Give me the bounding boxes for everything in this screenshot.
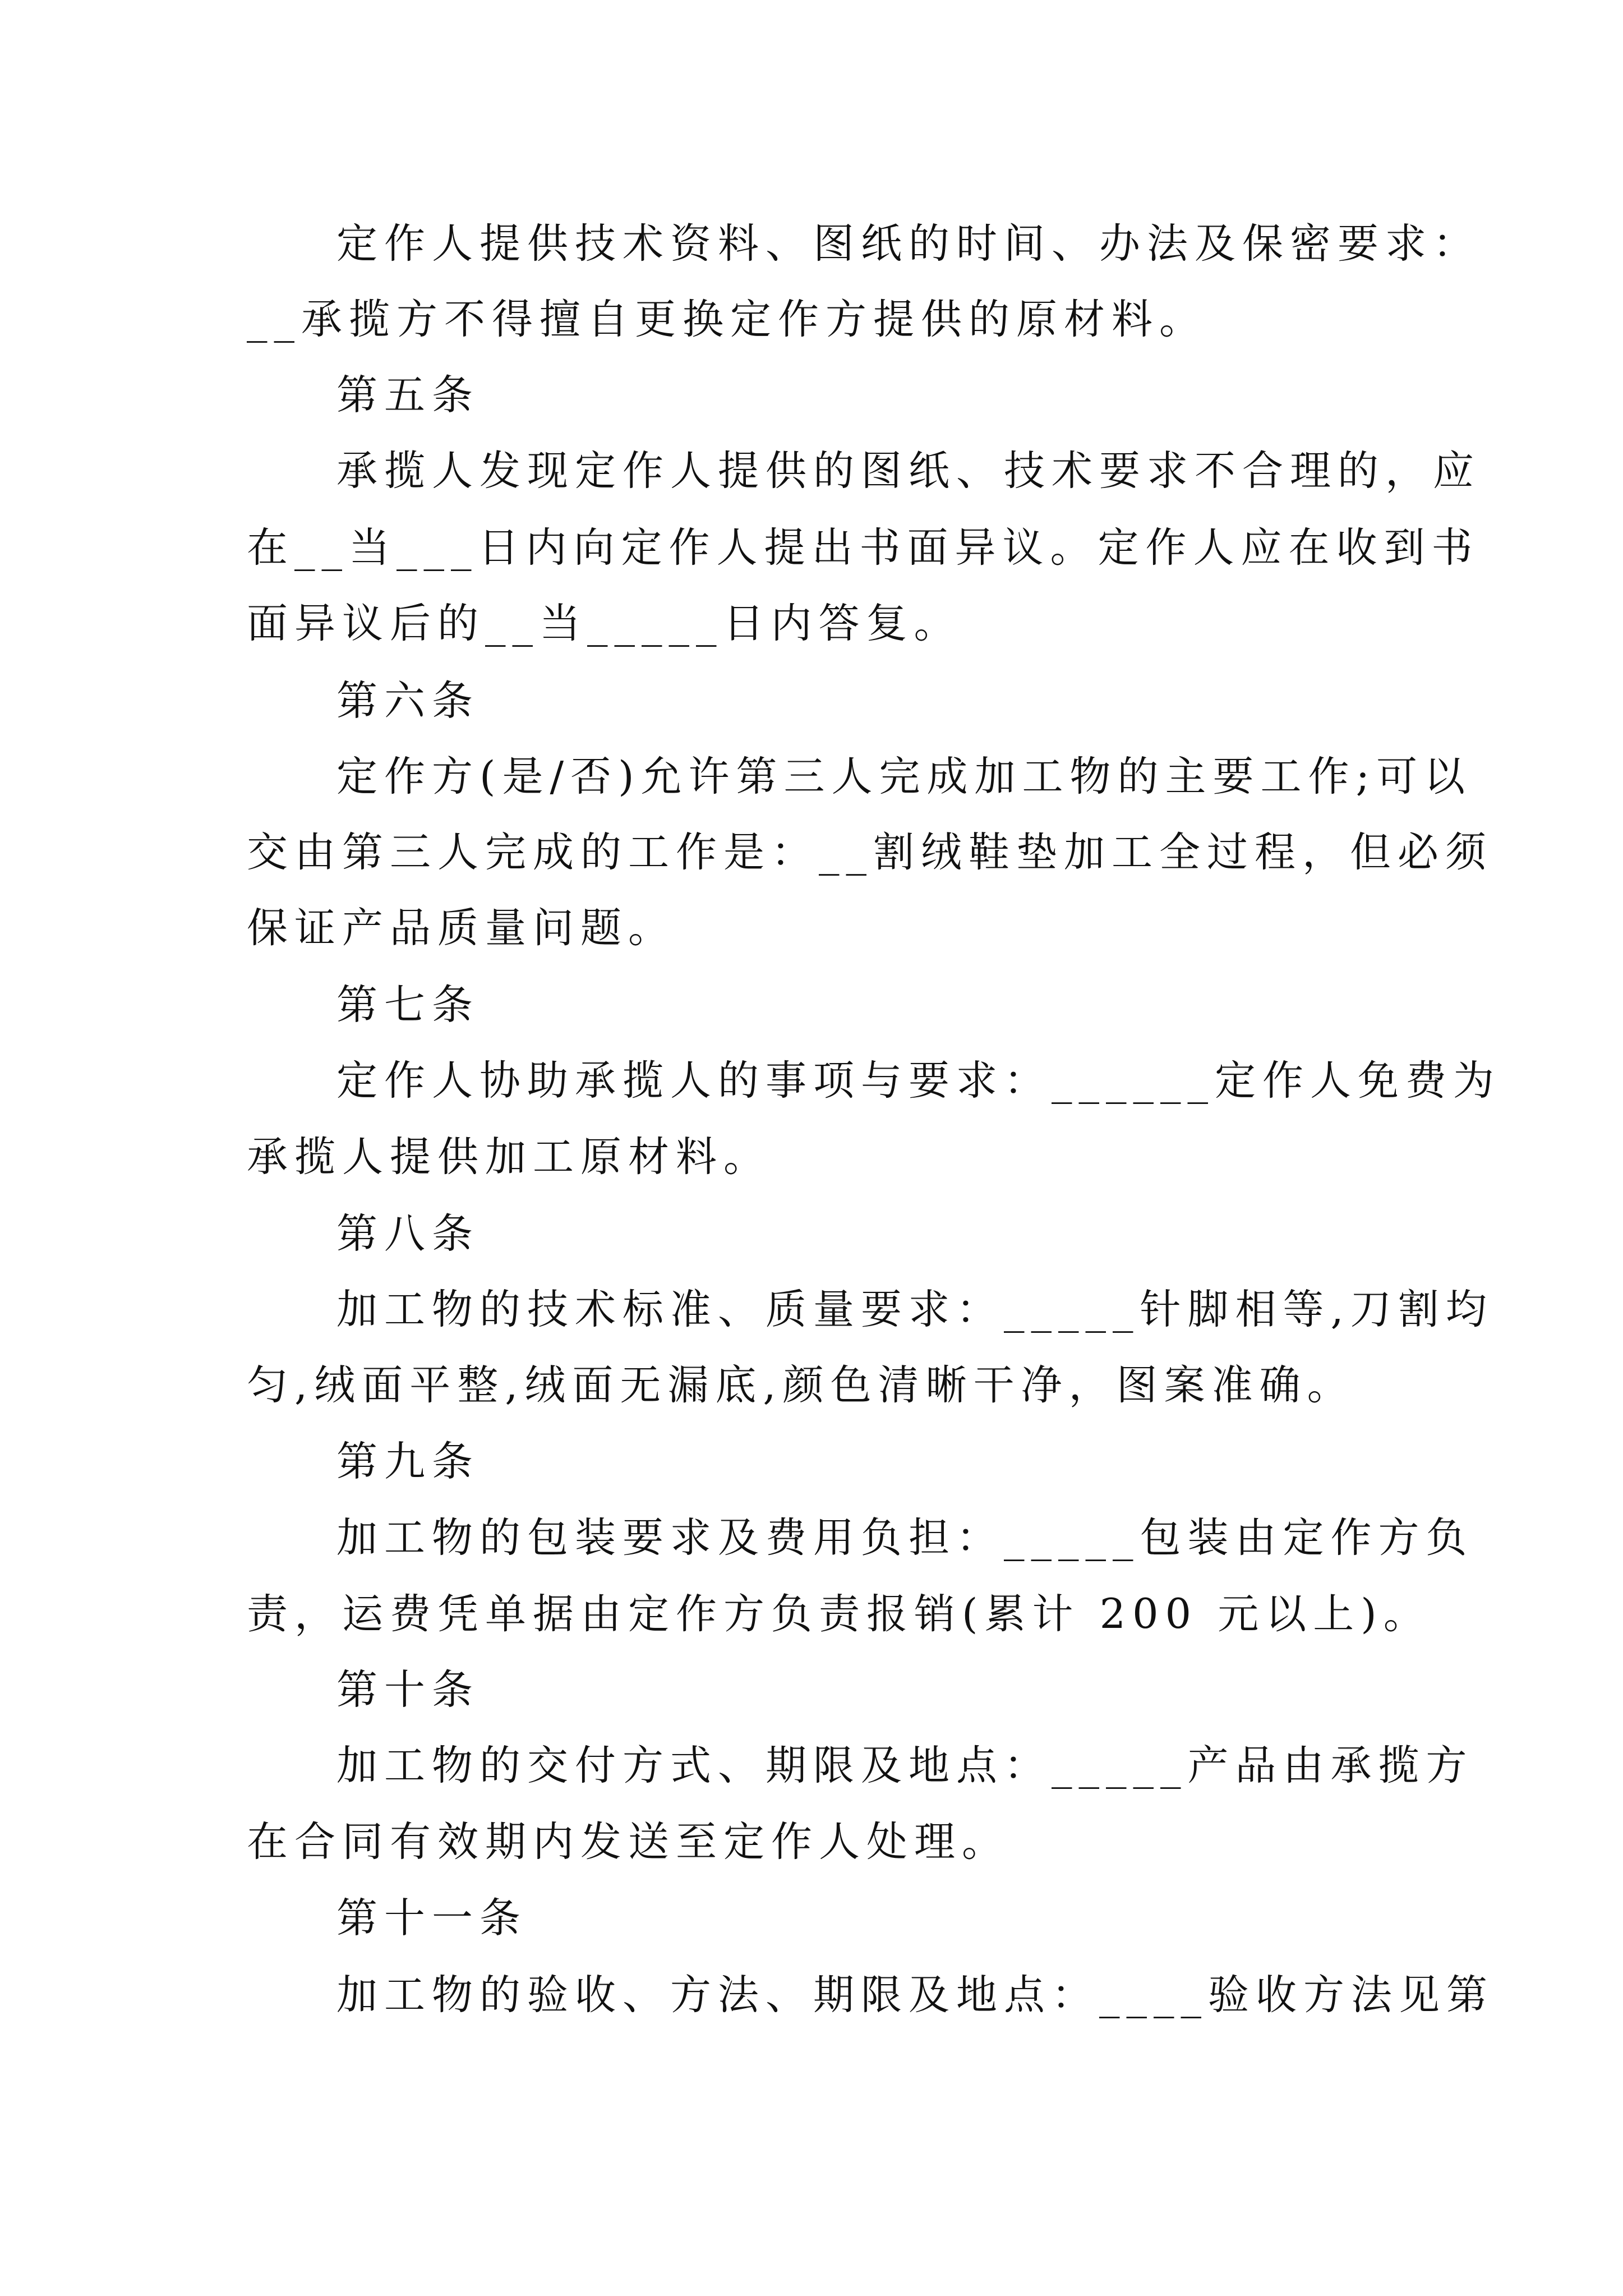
paragraph-line: 面异议后的__当_____日内答复。 [247, 600, 962, 647]
article-heading-6: 第六条 [336, 677, 479, 725]
paragraph-line: __承揽方不得擅自更换定作方提供的原材料。 [247, 296, 1207, 343]
paragraph-line: 在__当___日内向定作人提出书面异议。定作人应在收到书 [247, 524, 1479, 572]
article-heading-8: 第八条 [336, 1210, 479, 1258]
paragraph-line: 定作人协助承揽人的事项与要求：______定作人免费为 [336, 1057, 1501, 1105]
article-heading-10: 第十条 [336, 1666, 479, 1714]
paragraph-line: 保证产品质量问题。 [247, 904, 676, 952]
paragraph-line: 加工物的交付方式、期限及地点：_____产品由承揽方 [336, 1742, 1474, 1789]
paragraph-line: 定作人提供技术资料、图纸的时间、办法及保密要求： [336, 220, 1481, 268]
article-heading-11: 第十一条 [336, 1894, 527, 1942]
article-heading-5: 第五条 [336, 371, 479, 419]
paragraph-line: 承揽人提供加工原材料。 [247, 1133, 771, 1181]
paragraph-line: 交由第三人完成的工作是：__割绒鞋垫加工全过程，但必须 [247, 829, 1493, 876]
paragraph-line: 加工物的包装要求及费用负担：_____包装由定作方负 [336, 1514, 1474, 1562]
paragraph-line: 加工物的验收、方法、期限及地点：____验收方法见第 [336, 1971, 1494, 2019]
article-heading-7: 第七条 [336, 981, 479, 1029]
paragraph-line: 责，运费凭单据由定作方负责报销(累计 200 元以上)。 [247, 1590, 1431, 1638]
article-heading-9: 第九条 [336, 1438, 479, 1485]
paragraph-line: 定作方(是/否)允许第三人完成加工物的主要工作;可以 [336, 753, 1472, 800]
paragraph-line: 加工物的技术标准、质量要求：_____针脚相等,刀割均 [336, 1286, 1493, 1333]
paragraph-line: 匀,绒面平整,绒面无漏底,颜色清晰干净，图案准确。 [247, 1361, 1355, 1409]
paragraph-line: 承揽人发现定作人提供的图纸、技术要求不合理的，应 [336, 447, 1481, 495]
paragraph-line: 在合同有效期内发送至定作人处理。 [247, 1818, 1009, 1866]
